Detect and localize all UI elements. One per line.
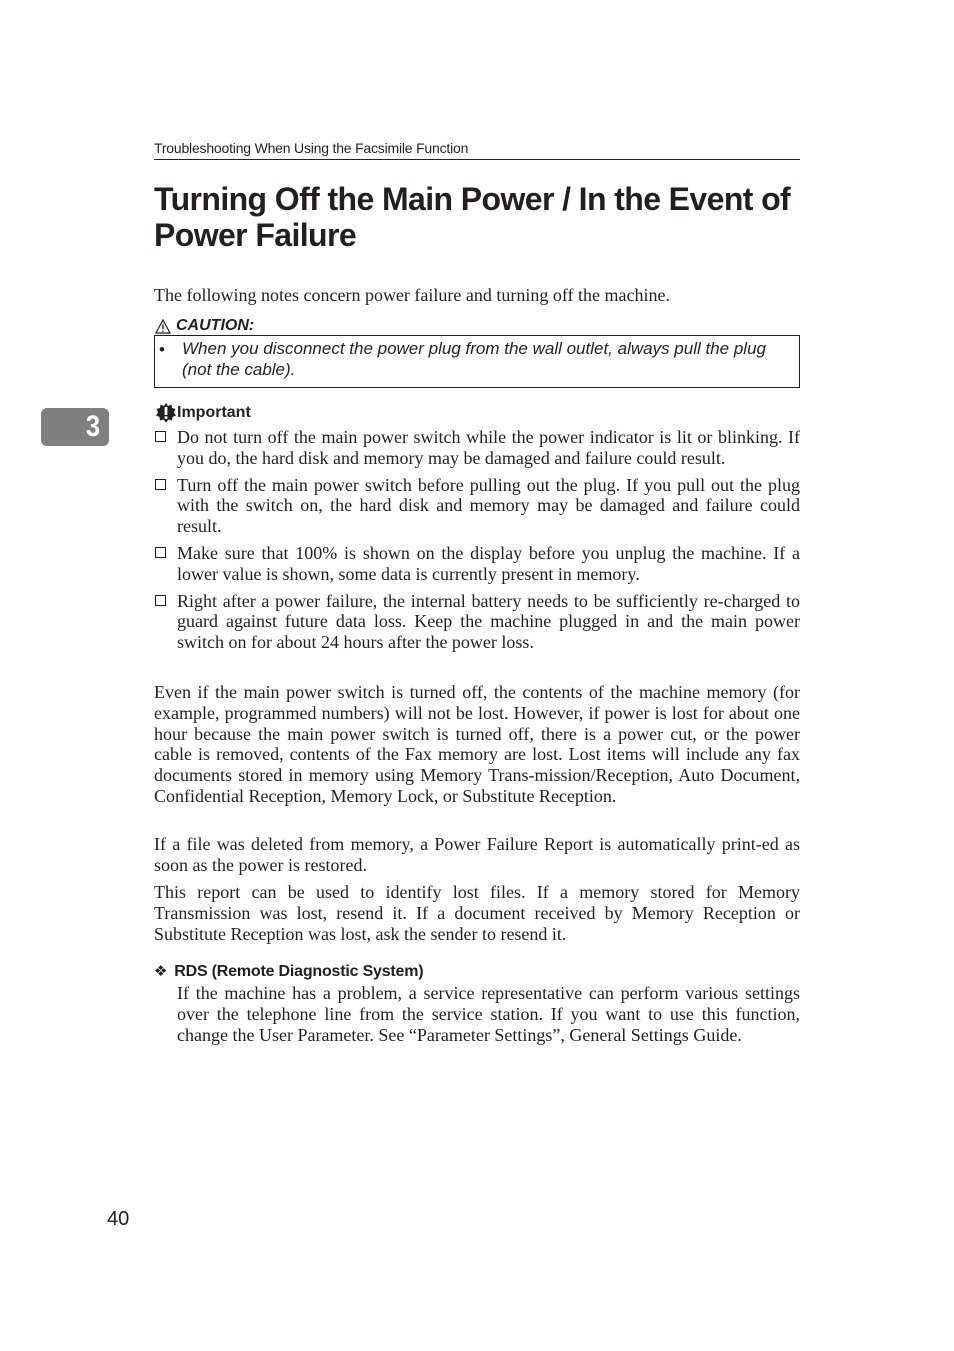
checkbox-square-icon [155, 431, 166, 442]
caution-text: When you disconnect the power plug from the wall outlet, always pull the plug (not the cable). [182, 339, 766, 379]
important-item-text: Make sure that 100% is shown on the display before you unplug the machine. If a lower value is shown, some data is currently present in memory. [177, 542, 800, 584]
caution-bullet: • [159, 340, 165, 359]
important-heading [156, 403, 251, 423]
important-item-text: Do not turn off the main power switch while the power indicator is lit or blinking. If you do, the hard disk and memory may be damaged and failure could result. [177, 427, 800, 468]
caution-label: CAUTION: [176, 317, 255, 334]
chapter-number: 3 [86, 410, 101, 443]
important-label: Important [177, 404, 251, 421]
caution-heading [155, 316, 254, 336]
checkbox-square-icon [155, 547, 166, 558]
intro-paragraph: The following notes concern power failure and turning off the machine. [154, 285, 670, 305]
important-item [154, 543, 800, 585]
body-paragraph-1: Even if the main power switch is turned off, the contents of the machine memory (for example, programmed numbers) will not be lost. However, if power is lost for about one hour because the main power switch is turned off, there is a power cut, or the power cable is removed, contents of the Fax memory are lost. Lost items will include any fax documents stored in memory using Memory Trans-mission/Reception, Auto Document, Confidential Reception, Memory Lock, or Substitute Reception. [154, 682, 800, 806]
body-paragraph-3: This report can be used to identify lost files. If a memory stored for Memory Transmission was lost, resend it. If a document received by Memory Reception or Substitute Reception was lost, ask the sender to resend it. [154, 882, 800, 944]
body-paragraph-2: If a file was deleted from memory, a Power Failure Report is automatically print-ed as soon as the power is restored. [154, 834, 800, 875]
rds-heading-text: RDS (Remote Diagnostic System) [174, 963, 424, 980]
warning-triangle-icon [155, 319, 171, 334]
running-header: Troubleshooting When Using the Facsimile Function [154, 139, 800, 160]
caution-box [154, 335, 800, 388]
important-item [154, 427, 800, 469]
important-badge-icon [156, 403, 176, 423]
rds-paragraph: If the machine has a problem, a service representative can perform various settings over the telephone line from the service station. If you want to use this function, change the User Parameter. See “Parameter Settings”, General Settings Guide. [177, 983, 800, 1045]
important-list [154, 427, 800, 659]
important-item-text: Right after a power failure, the internal battery needs to be sufficiently re-charged to guard against future data loss. Keep the machine plugged in and the main power switch on for about 24 hours after the power loss. [177, 590, 800, 653]
important-item [154, 475, 800, 537]
diamond-bullet-icon: ❖ [154, 963, 168, 980]
page-title: Turning Off the Main Power / In the Event of Power Failure [154, 181, 791, 253]
checkbox-square-icon [155, 595, 166, 606]
important-item [154, 591, 800, 653]
rds-heading [154, 962, 423, 982]
chapter-tab [41, 408, 109, 446]
page-number: 40 [107, 1208, 130, 1230]
important-item-text: Turn off the main power switch before pulling out the plug. If you pull out the plug with the switch on, the hard disk and memory may be damaged and failure could result. [177, 474, 800, 537]
checkbox-square-icon [155, 479, 166, 490]
